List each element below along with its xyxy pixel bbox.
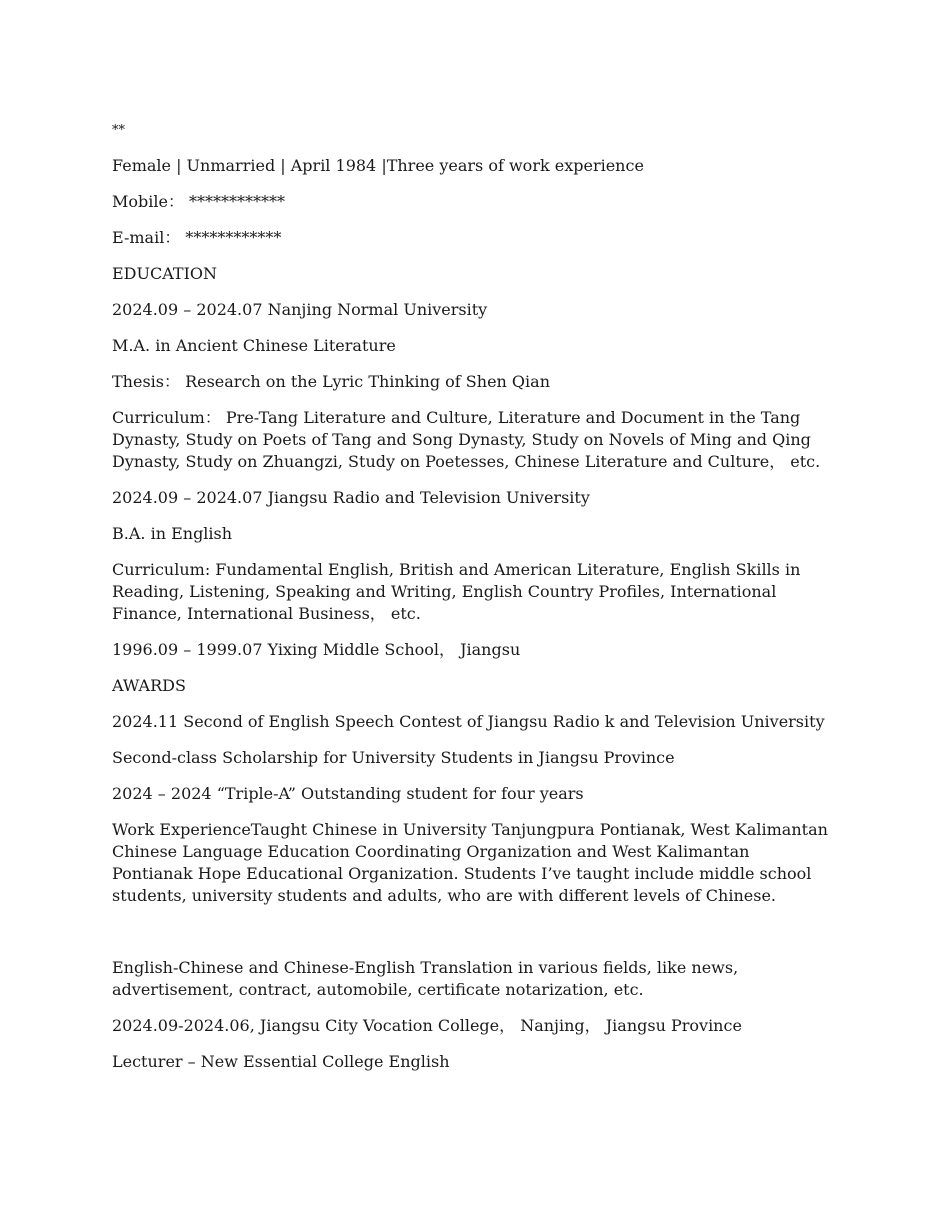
- edu1-period: 2024.09 – 2024.07 Nanjing Normal University: [112, 300, 488, 319]
- blank-spacer: [112, 921, 832, 957]
- edu1-thesis: Thesis： Research on the Lyric Thinking of Shen Qian: [112, 372, 551, 391]
- award-2: Second-class Scholarship for University Students in Jiangsu Province: [112, 748, 675, 767]
- resume-document: [112, 122, 832, 1087]
- edu2-degree: B.A. in English: [112, 524, 233, 543]
- job-period: 2024.09-2024.06, Jiangsu City Vocation College， Nanjing， Jiangsu Province: [112, 1016, 742, 1035]
- translation-experience: English-Chinese and Chinese-English Translation in various fields, like news, advertisement, contract, automobile, certificate notarization, etc.: [112, 958, 739, 999]
- awards-heading: AWARDS: [112, 676, 186, 695]
- edu1-curriculum: Curriculum： Pre-Tang Literature and Culture, Literature and Document in the Tang Dynasty, Study on Poets of Tang and Song Dynasty, Study on Novels of Ming and Qing Dynasty, Study on Zhuangzi, Study on Poetesses, Chinese Literature and Culture， etc.: [112, 408, 821, 471]
- work-experience: Work ExperienceTaught Chinese in University Tanjungpura Pontianak, West Kalimantan Chinese Language Education Coordinating Organization and West Kalimantan Pontianak Hope Educational Organization. Students I’ve taught include middle school students, university students and adults, who are with different levels of Chinese.: [112, 820, 828, 905]
- edu3-period: 1996.09 – 1999.07 Yixing Middle School， Jiangsu: [112, 640, 521, 659]
- award-1: 2024.11 Second of English Speech Contest of Jiangsu Radio k and Television University: [112, 712, 825, 731]
- email-line: E-mail： ************: [112, 228, 282, 247]
- mobile-line: Mobile： ************: [112, 192, 286, 211]
- name-line: **: [112, 123, 125, 138]
- award-3: 2024 – 2024 “Triple-A” Outstanding student for four years: [112, 784, 584, 803]
- edu1-degree: M.A. in Ancient Chinese Literature: [112, 336, 396, 355]
- education-heading: EDUCATION: [112, 264, 218, 283]
- job-role: Lecturer – New Essential College English: [112, 1052, 450, 1071]
- edu2-period: 2024.09 – 2024.07 Jiangsu Radio and Television University: [112, 488, 590, 507]
- personal-info: Female | Unmarried | April 1984 |Three years of work experience: [112, 156, 644, 175]
- edu2-curriculum: Curriculum: Fundamental English, British and American Literature, English Skills in Reading, Listening, Speaking and Writing, English Country Profiles, International Finance, International Business， etc.: [112, 560, 801, 623]
